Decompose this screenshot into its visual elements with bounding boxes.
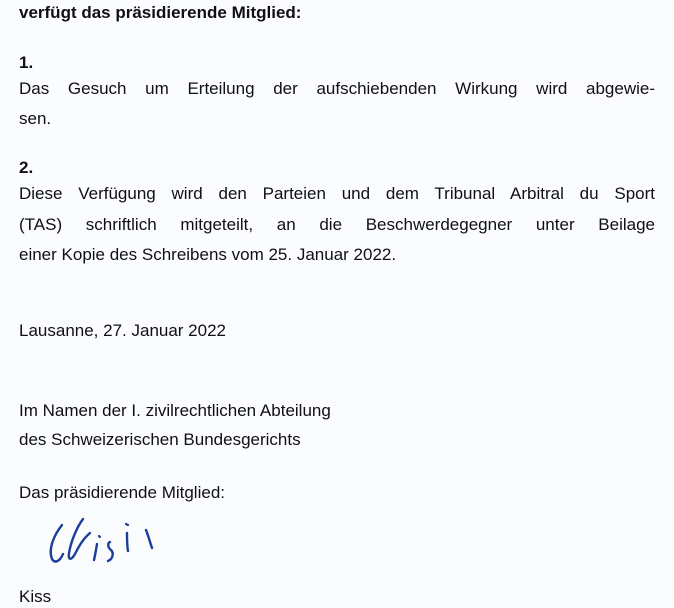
item-2-text-line-2: (TAS) schriftlich mitgeteilt, an die Beschwerdegegner unter Beilage <box>19 215 655 234</box>
signatory-name: Kiss <box>19 587 52 606</box>
ruling-heading: verfügt das präsidierende Mitglied: <box>19 3 302 22</box>
signatory-title: Das präsidierende Mitglied: <box>19 483 225 502</box>
place-and-date: Lausanne, 27. Januar 2022 <box>19 321 227 340</box>
item-2-text-line-1: Diese Verfügung wird den Parteien und dem Tribunal Arbitral du Sport <box>19 184 655 203</box>
item-2-number: 2. <box>19 158 34 177</box>
handwritten-signature <box>44 515 168 571</box>
item-1-text-line-2: sen. <box>19 109 52 128</box>
authority-line-2: des Schweizerischen Bundesgerichts <box>19 430 301 449</box>
authority-line-1: Im Namen der I. zivilrechtlichen Abteilung <box>19 401 331 420</box>
item-2-text-line-3: einer Kopie des Schreibens vom 25. Januar 2022. <box>19 245 397 264</box>
item-1-text-line-1: Das Gesuch um Erteilung der aufschiebenden Wirkung wird abgewie- <box>19 79 655 98</box>
item-1-number: 1. <box>19 53 34 72</box>
